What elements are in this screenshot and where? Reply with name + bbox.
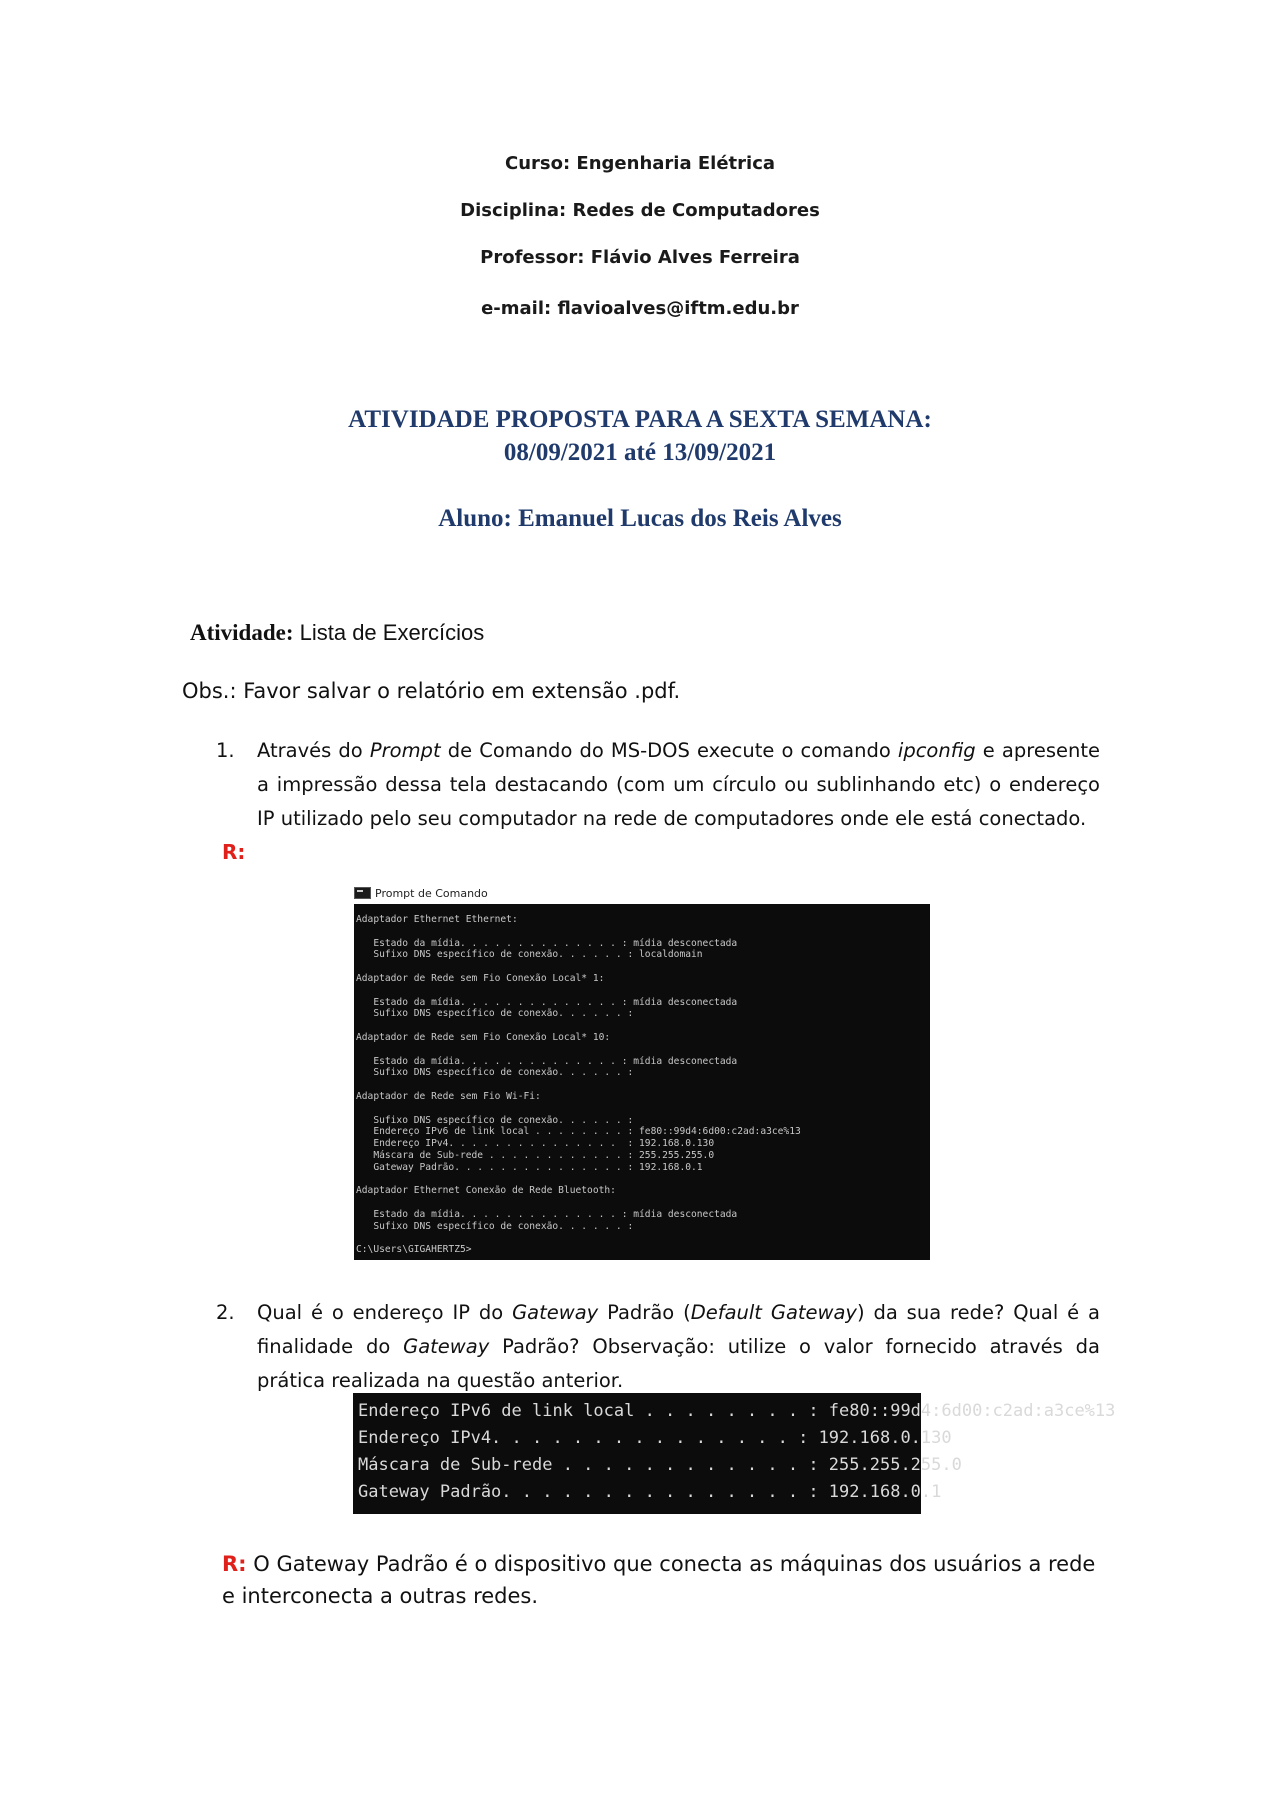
q1-emphasis: Prompt [369,739,441,762]
terminal-line: Máscara de Sub-rede . . . . . . . . . . . . : 255.255.255.0 [356,1149,715,1161]
question-2-text [257,1296,1100,1398]
answer-1-label: R: [222,840,246,864]
answer-2 [222,1548,1100,1612]
terminal-line: Endereço IPv6 de link local . . . . . . . . : fe80::99d4:6d00:c2ad:a3ce%13 [358,1401,1116,1421]
terminal-line: Adaptador de Rede sem Fio Conexão Local* 1: [356,972,605,984]
terminal-line [356,985,928,997]
q2-text-part: ) da sua rede? Qual é a finalidade do [257,1301,1100,1358]
q1-emphasis: ipconfig [897,739,976,762]
answer-2-text: O Gateway Padrão é o dispositivo que conecta as máquinas dos usuários a rede e interconecta a outras redes. [222,1552,1096,1608]
q2-emphasis: Gateway [512,1301,599,1324]
activity-value: Lista de Exercícios [293,620,485,645]
question-1-number: 1. [216,739,235,762]
terminal-line: Endereço IPv4. . . . . . . . . . . . . . . : 192.168.0.130 [356,1138,715,1150]
q2-text-part: Qual é o endereço IP do [257,1301,513,1324]
q1-text-part: e apresente a impressão dessa tela destacando (com um círculo ou sublinhando etc) o endereço IP utilizado pelo seu computador na rede de computadores onde ele está conectado. [257,739,1100,830]
q2-emphasis: Gateway [403,1335,490,1358]
terminal-line [356,1197,928,1209]
terminal-line: Sufixo DNS específico de conexão. . . . . . : localdomain [356,949,703,961]
question-2-number: 2. [216,1301,235,1324]
activity-title-line2: 08/09/2021 até 13/09/2021 [503,439,777,466]
terminal-line [356,1044,928,1056]
terminal-line: Adaptador Ethernet Ethernet: [356,914,518,925]
terminal-line: Estado da mídia. . . . . . . . . . . . . . : mídia desconectada [356,1055,738,1067]
q1-text-part: Através do [257,739,370,762]
q2-text-part: Padrão? Observação: utilize o valor fornecido através da prática realizada na questão anterior. [257,1335,1100,1392]
cmd-screenshot-2 [353,1393,1116,1514]
question-2 [216,1296,1100,1398]
terminal-line: Endereço IPv4. . . . . . . . . . . . . . . : 192.168.0.130 [358,1428,952,1448]
cmd-window-title: Prompt de Comando [375,886,488,900]
course-line: Curso: Engenharia Elétrica [504,153,776,174]
terminal-line: Estado da mídia. . . . . . . . . . . . . . : mídia desconectada [356,1208,738,1220]
terminal-line [356,1174,928,1186]
professor-line: Professor: Flávio Alves Ferreira [480,247,800,268]
terminal-line: Adaptador de Rede sem Fio Wi-Fi: [356,1090,541,1102]
terminal-line [356,1103,928,1115]
terminal-line [356,961,928,973]
cmd-output [354,904,930,1260]
email-line: e-mail: flavioalves@iftm.edu.br [481,298,799,319]
student-name: Aluno: Emanuel Lucas dos Reis Alves [438,505,842,532]
terminal-line: C:\Users\GIGAHERTZ5> [356,1244,472,1256]
question-1 [216,734,1100,836]
q2-text-part: Padrão ( [598,1301,691,1324]
answer-2-label: R: [222,1552,247,1576]
terminal-line: Adaptador Ethernet Conexão de Rede Bluetooth: [356,1185,616,1197]
terminal-icon [354,887,371,899]
terminal-line: Estado da mídia. . . . . . . . . . . . . . : mídia desconectada [356,937,738,949]
terminal-line: Sufixo DNS específico de conexão. . . . . . : [356,1220,634,1232]
terminal-line [356,926,928,938]
activity-title-line1: ATIVIDADE PROPOSTA PARA A SEXTA SEMANA: [348,406,932,433]
terminal-line: Sufixo DNS específico de conexão. . . . . . : [356,1067,634,1079]
terminal-line [356,1233,928,1245]
activity-line [190,620,484,646]
terminal-line: Gateway Padrão. . . . . . . . . . . . . . . : 192.168.0.1 [356,1161,703,1173]
terminal-line: Estado da mídia. . . . . . . . . . . . . . : mídia desconectada [356,996,738,1008]
terminal-line: Máscara de Sub-rede . . . . . . . . . . . . : 255.255.255.0 [358,1455,962,1475]
q2-emphasis: Default Gateway [690,1301,857,1324]
terminal-line: Endereço IPv6 de link local . . . . . . . . : fe80::99d4:6d00:c2ad:a3ce%13 [356,1126,801,1138]
discipline-line: Disciplina: Redes de Computadores [460,200,820,221]
activity-label: Atividade: [190,620,294,645]
q1-text-part: de Comando do MS-DOS execute o comando [440,739,898,762]
cmd-titlebar [354,882,930,904]
obs-note: Obs.: Favor salvar o relatório em extensão .pdf. [182,679,681,703]
activity-title [0,403,1280,469]
question-1-text [257,734,1100,836]
cmd-screenshot-1 [354,882,930,1260]
terminal-line: Sufixo DNS específico de conexão. . . . . . : [356,1008,634,1020]
terminal-line [356,1020,928,1032]
terminal-line: Gateway Padrão. . . . . . . . . . . . . . . : 192.168.0.1 [358,1482,942,1502]
terminal-line: Sufixo DNS específico de conexão. . . . . . : [356,1114,634,1126]
terminal-line: Adaptador de Rede sem Fio Conexão Local* 10: [356,1031,611,1043]
terminal-line [356,1079,928,1091]
